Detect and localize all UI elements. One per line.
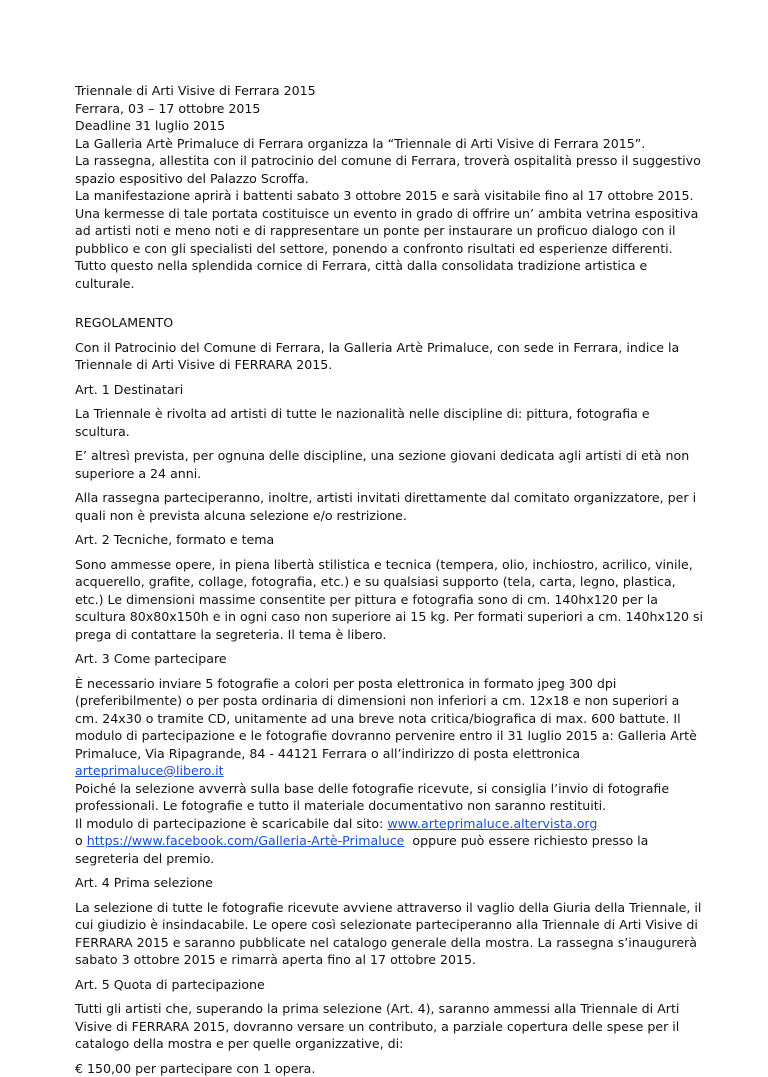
intro-section xyxy=(75,82,705,292)
email-link[interactable]: arteprimaluce@libero.it xyxy=(75,763,224,778)
art2-paragraph-1: Sono ammesse opere, in piena libertà stilistica e tecnica (tempera, olio, inchiostro, acrilico, vinile, acquerello, grafite, collage, fotografia, etc.) e su qualsiasi supporto (tela, carta, legno, plastica, etc.) Le dimensioni massime consentite per pittura e fotografia sono di cm. 140hx120 per la scultura 80x80x150h e in ogni caso non superiore ai 15 kg. Per formati superiori a cm. 140hx120 si prega di contattare la segreteria. Il tema è libero. xyxy=(75,556,705,644)
deadline: Deadline 31 luglio 2015 xyxy=(75,117,705,135)
intro-line-2: La rassegna, allestita con il patrocinio del comune di Ferrara, troverà ospitalità presso il suggestivo spazio espositivo del Palazzo Scroffa. xyxy=(75,152,705,187)
art3-download-text: Il modulo di partecipazione è scaricabile dal sito: xyxy=(75,816,387,831)
art3-facebook-suffix: oppure può essere richiesto presso la segreteria del premio. xyxy=(75,833,652,866)
art2-heading: Art. 2 Tecniche, formato e tema xyxy=(75,531,705,549)
art5-paragraph-1: Tutti gli artisti che, superando la prima selezione (Art. 4), saranno ammessi alla Triennale di Arti Visive di FERRARA 2015, dovranno versare un contributo, a parziale copertura delle spese per il catalogo della mostra e per quelle organizzative, di: xyxy=(75,1000,705,1053)
art3-facebook-prefix: o xyxy=(75,833,87,848)
facebook-link[interactable]: https://www.facebook.com/Galleria-Artè-Primaluce xyxy=(87,833,405,848)
art1-paragraph-2: E’ altresì prevista, per ognuna delle discipline, una sezione giovani dedicata agli artisti di età non superiore a 24 anni. xyxy=(75,447,705,482)
website-link[interactable]: www.arteprimaluce.altervista.org xyxy=(387,816,597,831)
intro-line-4: Una kermesse di tale portata costituisce un evento in grado di offrire un’ ambita vetrina espositiva ad artisti noti e meno noti e di rappresentare un ponte per instaurare un proficuo dialogo con il pubblico e con gli specialisti del settore, ponendo a confronto risultati ed esperienze differenti. xyxy=(75,205,705,258)
art3-paragraph-1: È necessario inviare 5 fotografie a colori per posta elettronica in formato jpeg 300 dpi (preferibilmente) o per posta ordinaria di dimensioni non inferiori a cm. 12x18 e non superiori a cm. 24x30 o tramite CD, unitamente ad una breve nota critica/biografica di max. 600 battute. Il modulo di partecipazione e le fotografie dovranno pervenire entro il 31 luglio 2015 a: Galleria Artè Primaluce, Via Ripagrande, 84 - 44121 Ferrara o all’indirizzo di posta elettronica xyxy=(75,676,697,761)
document-title: Triennale di Arti Visive di Ferrara 2015 xyxy=(75,82,705,100)
art3-body xyxy=(75,675,705,868)
art3-facebook-line xyxy=(75,832,705,867)
art1-paragraph-3: Alla rassegna parteciperanno, inoltre, artisti invitati direttamente dal comitato organizzatore, per i quali non è prevista alcuna selezione e/o restrizione. xyxy=(75,489,705,524)
event-dates: Ferrara, 03 – 17 ottobre 2015 xyxy=(75,100,705,118)
art3-paragraph-2: Poiché la selezione avverrà sulla base delle fotografie ricevute, si consiglia l’invio di fotografie professionali. Le fotografie e tutto il materiale documentativo non saranno restituiti. xyxy=(75,780,705,815)
intro-line-1: La Galleria Artè Primaluce di Ferrara organizza la “Triennale di Arti Visive di Ferrara 2015”. xyxy=(75,135,705,153)
intro-line-5: Tutto questo nella splendida cornice di Ferrara, città dalla consolidata tradizione artistica e culturale. xyxy=(75,257,705,292)
art4-heading: Art. 4 Prima selezione xyxy=(75,874,705,892)
art3-download-line xyxy=(75,815,705,833)
art3-heading: Art. 3 Come partecipare xyxy=(75,650,705,668)
art5-fee: € 150,00 per partecipare con 1 opera. xyxy=(75,1060,705,1077)
regolamento-heading: REGOLAMENTO xyxy=(75,314,705,332)
intro-line-3: La manifestazione aprirà i battenti sabato 3 ottobre 2015 e sarà visitabile fino al 17 ottobre 2015. xyxy=(75,187,705,205)
art1-heading: Art. 1 Destinatari xyxy=(75,381,705,399)
art1-paragraph-1: La Triennale è rivolta ad artisti di tutte le nazionalità nelle discipline di: pittura, fotografia e scultura. xyxy=(75,405,705,440)
regolamento-preamble: Con il Patrocinio del Comune di Ferrara, la Galleria Artè Primaluce, con sede in Ferrara, indice la Triennale di Arti Visive di FERRARA 2015. xyxy=(75,339,705,374)
art4-paragraph-1: La selezione di tutte le fotografie ricevute avviene attraverso il vaglio della Giuria della Triennale, il cui giudizio è insindacabile. Le opere così selezionate parteciperanno alla Triennale di Arti Visive di FERRARA 2015 e saranno pubblicate nel catalogo generale della mostra. La rassegna s’inaugurerà sabato 3 ottobre 2015 e rimarrà aperta fino al 17 ottobre 2015. xyxy=(75,899,705,969)
art5-heading: Art. 5 Quota di partecipazione xyxy=(75,976,705,994)
document-page xyxy=(75,82,705,1077)
